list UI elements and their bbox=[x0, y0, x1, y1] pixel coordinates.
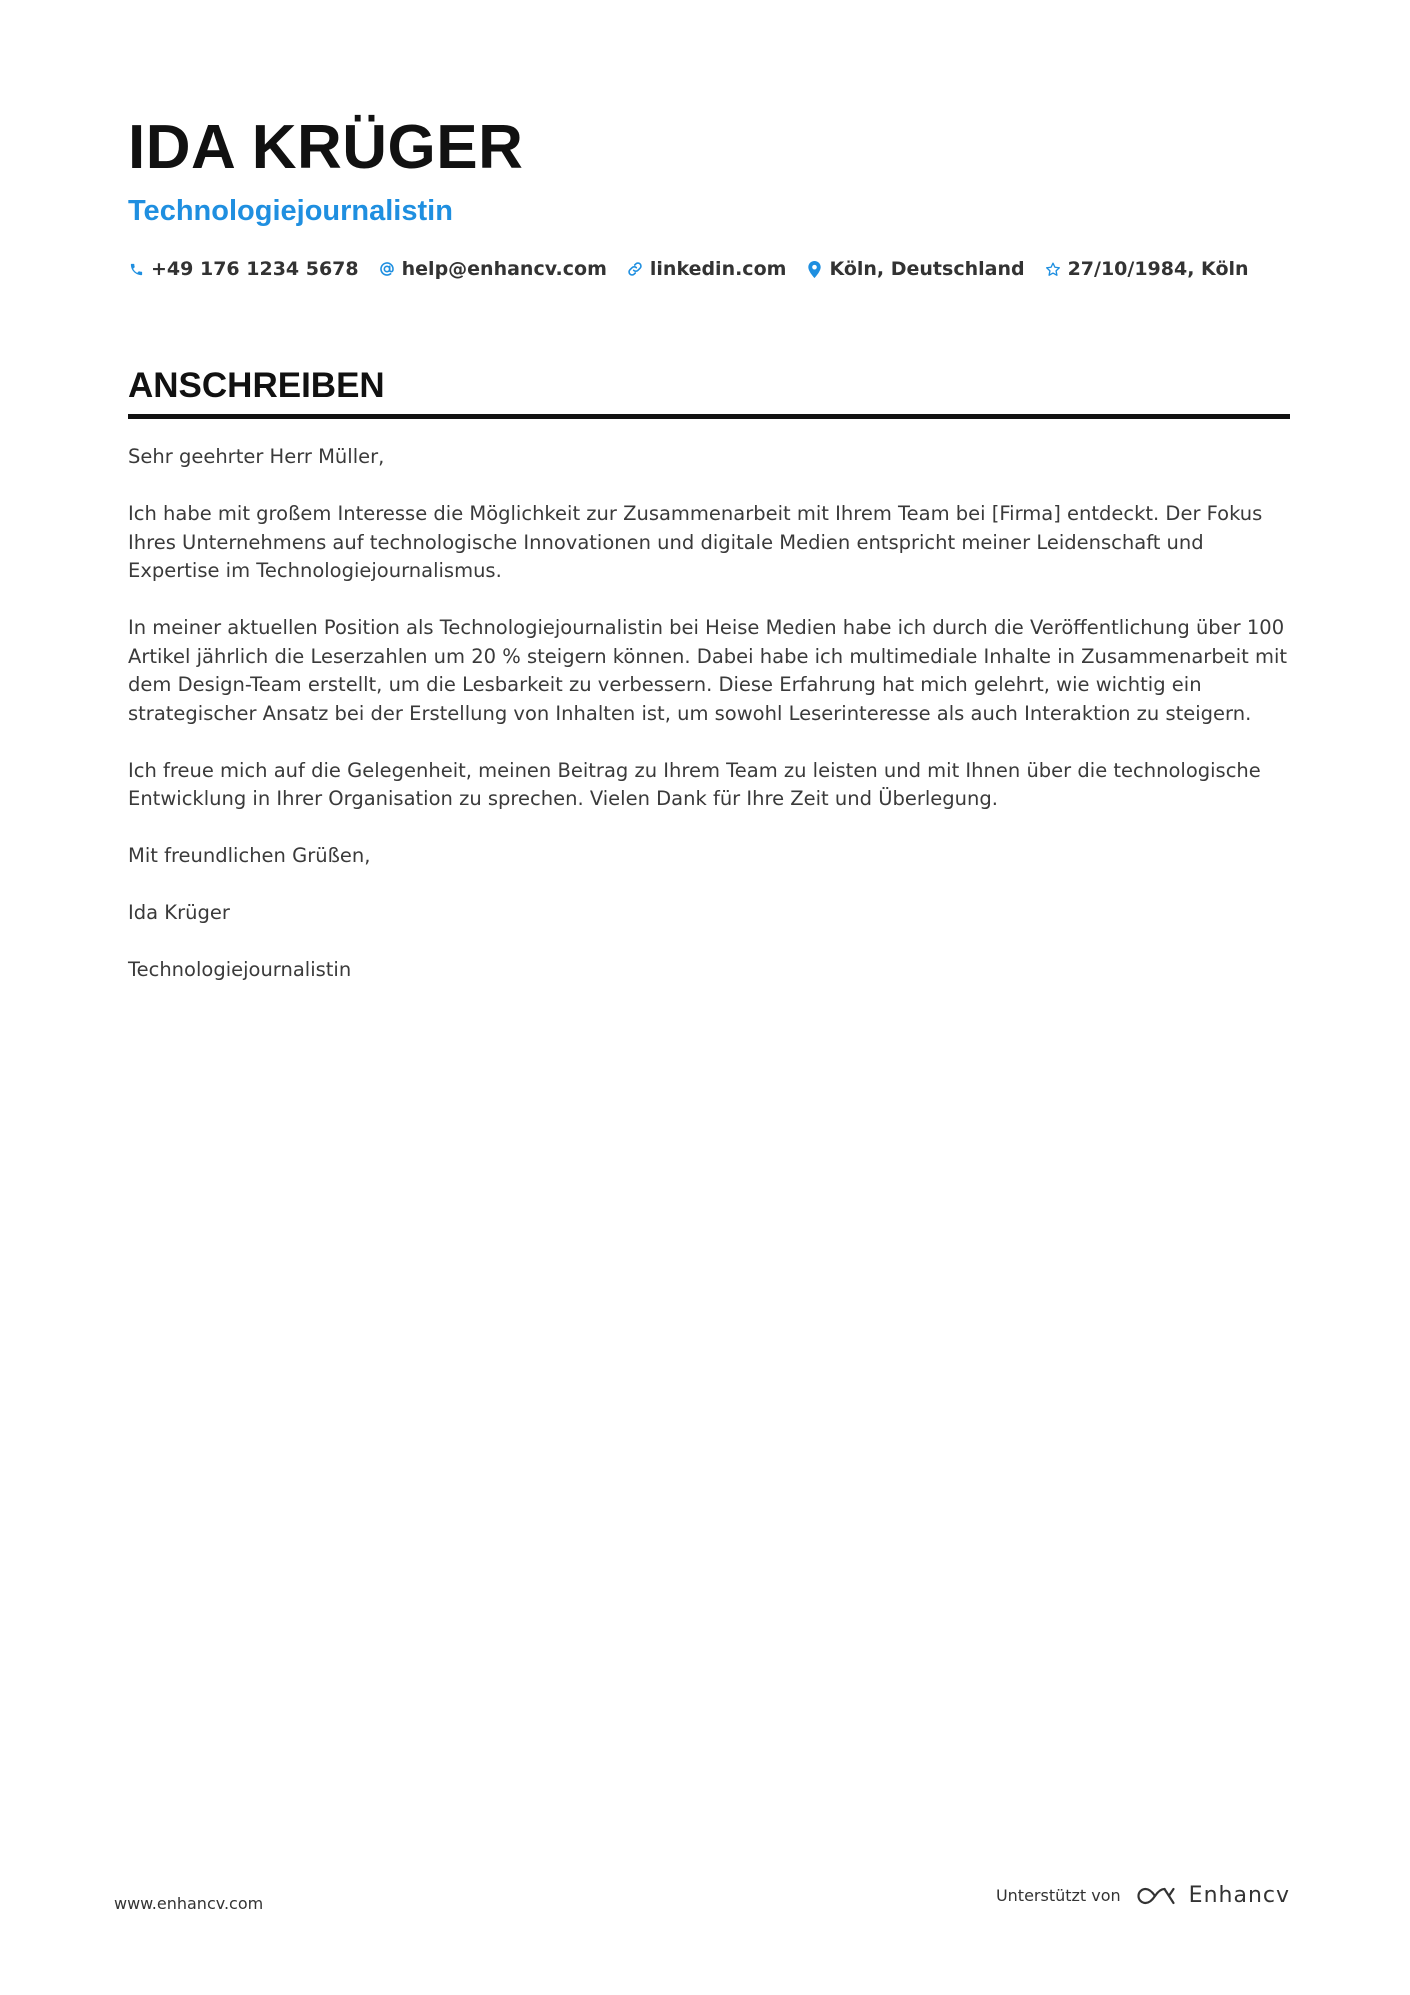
contact-phone[interactable] bbox=[128, 258, 359, 280]
star-icon bbox=[1045, 260, 1061, 278]
letter-body bbox=[128, 443, 1290, 985]
contact-location bbox=[806, 258, 1024, 280]
contact-linkedin[interactable] bbox=[627, 258, 787, 280]
section-title: ANSCHREIBEN bbox=[128, 366, 385, 405]
powered-by-label: Unterstützt von bbox=[995, 1886, 1121, 1905]
footer-website[interactable]: www.enhancv.com bbox=[114, 1894, 264, 1913]
candidate-name: IDA KRÜGER bbox=[128, 113, 524, 182]
footer-branding bbox=[996, 1883, 1290, 1908]
letter-closing: Mit freundlichen Grüßen, bbox=[128, 844, 371, 867]
contact-birth bbox=[1045, 258, 1249, 280]
enhancv-logo[interactable] bbox=[1133, 1883, 1290, 1908]
cover-letter-section bbox=[128, 364, 1290, 1013]
phone-icon bbox=[128, 260, 144, 278]
contact-email-text: help@enhancv.com bbox=[401, 258, 607, 280]
resume-header bbox=[128, 108, 1288, 283]
contact-email[interactable] bbox=[379, 258, 607, 280]
letter-salutation: Sehr geehrter Herr Müller, bbox=[128, 445, 385, 468]
brand-name: Enhancv bbox=[1188, 1883, 1290, 1908]
contact-bar bbox=[128, 255, 1288, 283]
link-icon bbox=[627, 260, 643, 278]
signature-name: Ida Krüger bbox=[128, 901, 230, 924]
enhancv-logo-icon bbox=[1133, 1884, 1179, 1908]
contact-phone-text: +49 176 1234 5678 bbox=[151, 258, 359, 280]
letter-paragraph: Ich freue mich auf die Gelegenheit, meinen Beitrag zu Ihrem Team zu leisten und mit Ihnen über die technologische Entwicklung in Ihrer Organisation zu sprechen. Vielen Dank für Ihre Zeit und Überlegung. bbox=[128, 758, 1261, 810]
candidate-title: Technologiejournalistin bbox=[128, 195, 453, 227]
section-divider bbox=[128, 414, 1290, 419]
letter-paragraph: In meiner aktuellen Position als Technologiejournalistin bei Heise Medien habe ich durch die Veröffentlichung über 100 Artikel jährlich die Leserzahlen um 20 % steigern können. Dabei habe ich multimediale Inhalte in Zusammenarbeit mit dem Design-Team erstellt, um die Lesbarkeit zu verbessern. Diese Erfahrung hat mich gelehrt, wie wichtig ein strategischer Ansatz bei der Erstellung von Inhalten ist, um sowohl Leserinteresse als auch Interaktion zu steigern. bbox=[128, 616, 1288, 725]
location-pin-icon bbox=[806, 260, 822, 278]
signature-title: Technologiejournalistin bbox=[128, 958, 352, 981]
letter-paragraph: Ich habe mit großem Interesse die Möglichkeit zur Zusammenarbeit mit Ihrem Team bei [Firma] entdeckt. Der Fokus Ihres Unternehmens auf technologische Innovationen und digitale Medien entspricht meiner Leidenschaft und Expertise im Technologiejournalismus. bbox=[128, 502, 1263, 582]
contact-birth-text: 27/10/1984, Köln bbox=[1067, 258, 1249, 280]
at-icon bbox=[379, 260, 395, 278]
contact-location-text: Köln, Deutschland bbox=[829, 258, 1025, 280]
contact-linkedin-text: linkedin.com bbox=[649, 258, 787, 280]
